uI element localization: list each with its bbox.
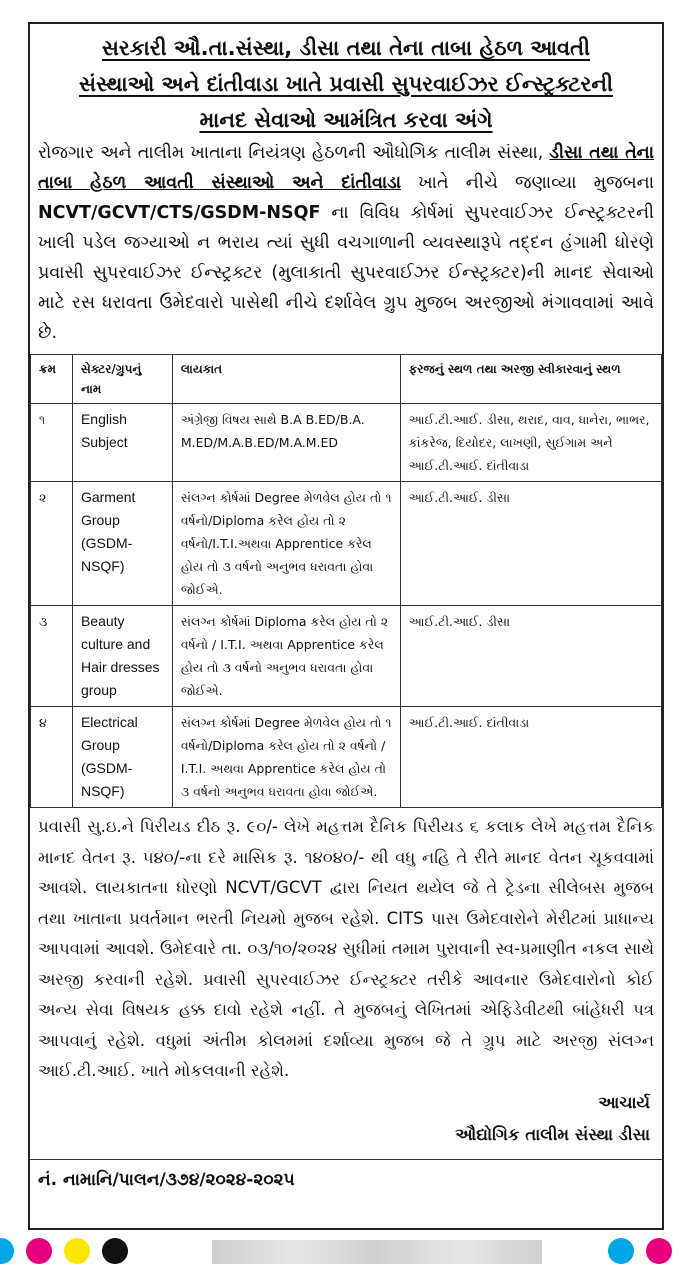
- title-line-3: માનદ સેવાઓ આમંત્રિત કરવા અંગે: [199, 108, 493, 132]
- magenta-dot: [26, 1238, 52, 1264]
- row-place: આઈ.ટી.આઈ. ડીસા: [400, 482, 661, 606]
- intro-part-5: ના વિવિધ કોર્ષમાં સુપરવાઈઝર ઈન્સ્ટ્રક્ટરની ખાલી પડેલ જગ્યાઓ ન ભરાય ત્યાં સુધી વચગાળાની વ્યવસ્થારૂપે તદ્દન હંગામી ધોરણે પ્રવાસી સુપરવાઈઝર ઈન્સ્ટ્રક્ટર (મુલાકાતી સુપરવાઈઝર ઈન્સ્ટ્રક્ટર)ની માનદ સેવાઓ માટે રસ ધરાવતા ઉમેદવારો પાસેથી નીચે દર્શાવેલ ગ્રુપ મુજબ અરજીઓ મંગાવવામાં આવે છે.: [38, 203, 654, 343]
- header-sector: સેક્ટર/ગ્રુપનું નામ: [72, 355, 172, 404]
- signature-designation: આચાર્ય: [598, 1092, 650, 1112]
- intro-paragraph: [30, 138, 662, 348]
- row-sector: English Subject: [72, 404, 172, 482]
- row-serial: ૩: [31, 606, 73, 707]
- row-sector: Garment Group (GSDM-NSQF): [72, 482, 172, 606]
- cyan-dot-right: [608, 1238, 634, 1264]
- header-place: ફરજનું સ્થળ તથા અરજી સ્વીકારવાનું સ્થળ: [400, 355, 661, 404]
- row-qualification: સંલગ્ન કોર્ષમાં Diploma કરેલ હોય તો ૨ વર્ષનો / I.T.I. અથવા Apprentice કરેલ હોય તો ૩ વર્ષનો અનુભવ ધરાવતા હોવા જોઈએ.: [172, 606, 400, 707]
- intro-part-3: ખાતે નીચે જણાવ્યા મુજબના: [401, 173, 654, 193]
- row-place: આઈ.ટી.આઈ. દાંતીવાડા: [400, 707, 661, 808]
- cyan-dot-left: [0, 1238, 14, 1264]
- header-qualification: લાયકાત: [172, 355, 400, 404]
- notice: [28, 22, 664, 1230]
- row-qualification: સંલગ્ન કોર્ષમાં Degree મેળવેલ હોય તો ૧ વર્ષનો/Diploma કરેલ હોય તો ૨ વર્ષનો / I.T.I. અથવા Apprentice કરેલ હોય તો ૩ વર્ષનો અનુભવ ધરાવતા હોવા જોઈએ.: [172, 707, 400, 808]
- intro-locations: ડીસા તથા તેના તાબા હેઠળ આવતી સંસ્થાઓ અને દાંતીવાડા: [38, 143, 654, 193]
- yellow-dot: [64, 1238, 90, 1264]
- title-line-2: સંસ્થાઓ અને દાંતીવાડા ખાતે પ્રવાસી સુપરવાઈઝર ઈન્સ્ટ્રક્ટરની: [78, 72, 614, 96]
- title-line-1: સરકારી ઔ.તા.સંસ્થા, ડીસા તથા તેના તાબા હેઠળ આવતી: [101, 36, 591, 60]
- signature-block: [30, 1087, 662, 1151]
- gray-calibration-strip: [212, 1240, 542, 1264]
- row-sector: Beauty culture and Hair dresses group: [72, 606, 172, 707]
- terms-paragraph: પ્રવાસી સુ.ઇ.ને પિરીયડ દીઠ રૂ. ૯૦/- લેખે મહત્તમ દૈનિક પિરીયડ ૬ કલાક લેખે મહત્તમ દૈનિક માનદ વેતન રૂ. ૫૪૦/-ના દરે માસિક રૂ. ૧૪૦૪૦/- થી વધુ નહિ તે રીતે માનદ વેતન ચૂકવવામાં આવશે. લાયકાતના ધોરણો NCVT/GCVT દ્વારા નિયત થયેલ જે તે ટ્રેડના સીલેબસ મુજબ તથા ખાતાના પ્રવર્તમાન ભરતી નિયમો મુજબ રહેશે. CITS પાસ ઉમેદવારોને મેરીટમાં પ્રાધાન્ય આપવામાં આવશે. ઉમેદવારે તા. ૦૩/૧૦/૨૦૨૪ સુધીમાં તમામ પુરાવાની સ્વ-પ્રમાણીત નકલ સાથે અરજી કરવાની રહેશે. પ્રવાસી સુપરવાઈઝર ઈન્સ્ટ્રક્ટર તરીકે આવનાર ઉમેદવારોનો કોઈ અન્ય સેવા વિષયક હક્ક દાવો રહેશે નહીં. તે મુજબનું લેખિતમાં એફિડેવીટથી બાંહેધરી પત્ર આપવાનું રહેશે. વધુમાં અંતીમ કોલમમાં દર્શાવ્યા મુજબ જે તે ગ્રુપ માટે અરજી સંલગ્ન આઈ.ટી.આઈ. ખાતે મોકલવાની રહેશે.: [38, 817, 654, 1080]
- table-row: [31, 404, 662, 482]
- row-place: આઈ.ટી.આઈ. ડીસા, થરાદ, વાવ, ધાનેરા, ભાભર, કાંકરેજ, દિયોદર, લાખણી, સુઈગામ અને આઈ.ટી.આઈ. દાંતીવાડા: [400, 404, 661, 482]
- intro-courses: NCVT/GCVT/CTS/GSDM-NSQF: [38, 203, 321, 223]
- notice-title: [38, 30, 654, 138]
- table-row: [31, 606, 662, 707]
- intro-part-1: રોજગાર અને તાલીમ ખાતાના નિયંત્રણ હેઠળની ઔધોગિક તાલીમ સંસ્થા,: [38, 143, 550, 163]
- table-row: [31, 707, 662, 808]
- magenta-dot-right: [646, 1238, 672, 1264]
- row-serial: ૪: [31, 707, 73, 808]
- row-serial: ૧: [31, 404, 73, 482]
- black-dot: [102, 1238, 128, 1264]
- row-qualification: અંગ્રેજી વિષય સાથે B.A B.ED/B.A. M.ED/M.A.B.ED/M.A.M.ED: [172, 404, 400, 482]
- row-place: આઈ.ટી.આઈ. ડીસા: [400, 606, 661, 707]
- vacancy-table: [30, 354, 662, 808]
- reference-number: નં. નામાનિ/પાલન/૩૭૪/૨૦૨૪-૨૦૨૫: [30, 1159, 662, 1200]
- row-qualification: સંલગ્ન કોર્ષમાં Degree મેળવેલ હોય તો ૧ વર્ષનો/Diploma કરેલ હોય તો ૨ વર્ષનો/I.T.I.અથવા Apprentice કરેલ હોય તો ૩ વર્ષનો અનુભવ ધરાવતા હોવા જોઈએ.: [172, 482, 400, 606]
- table-row: [31, 482, 662, 606]
- table-header-row: [31, 355, 662, 404]
- row-sector: Electrical Group (GSDM-NSQF): [72, 707, 172, 808]
- signature-institute: ઔદ્યોગિક તાલીમ સંસ્થા ડીસા: [455, 1124, 650, 1144]
- header-serial: ક્રમ: [31, 355, 73, 404]
- row-serial: ૨: [31, 482, 73, 606]
